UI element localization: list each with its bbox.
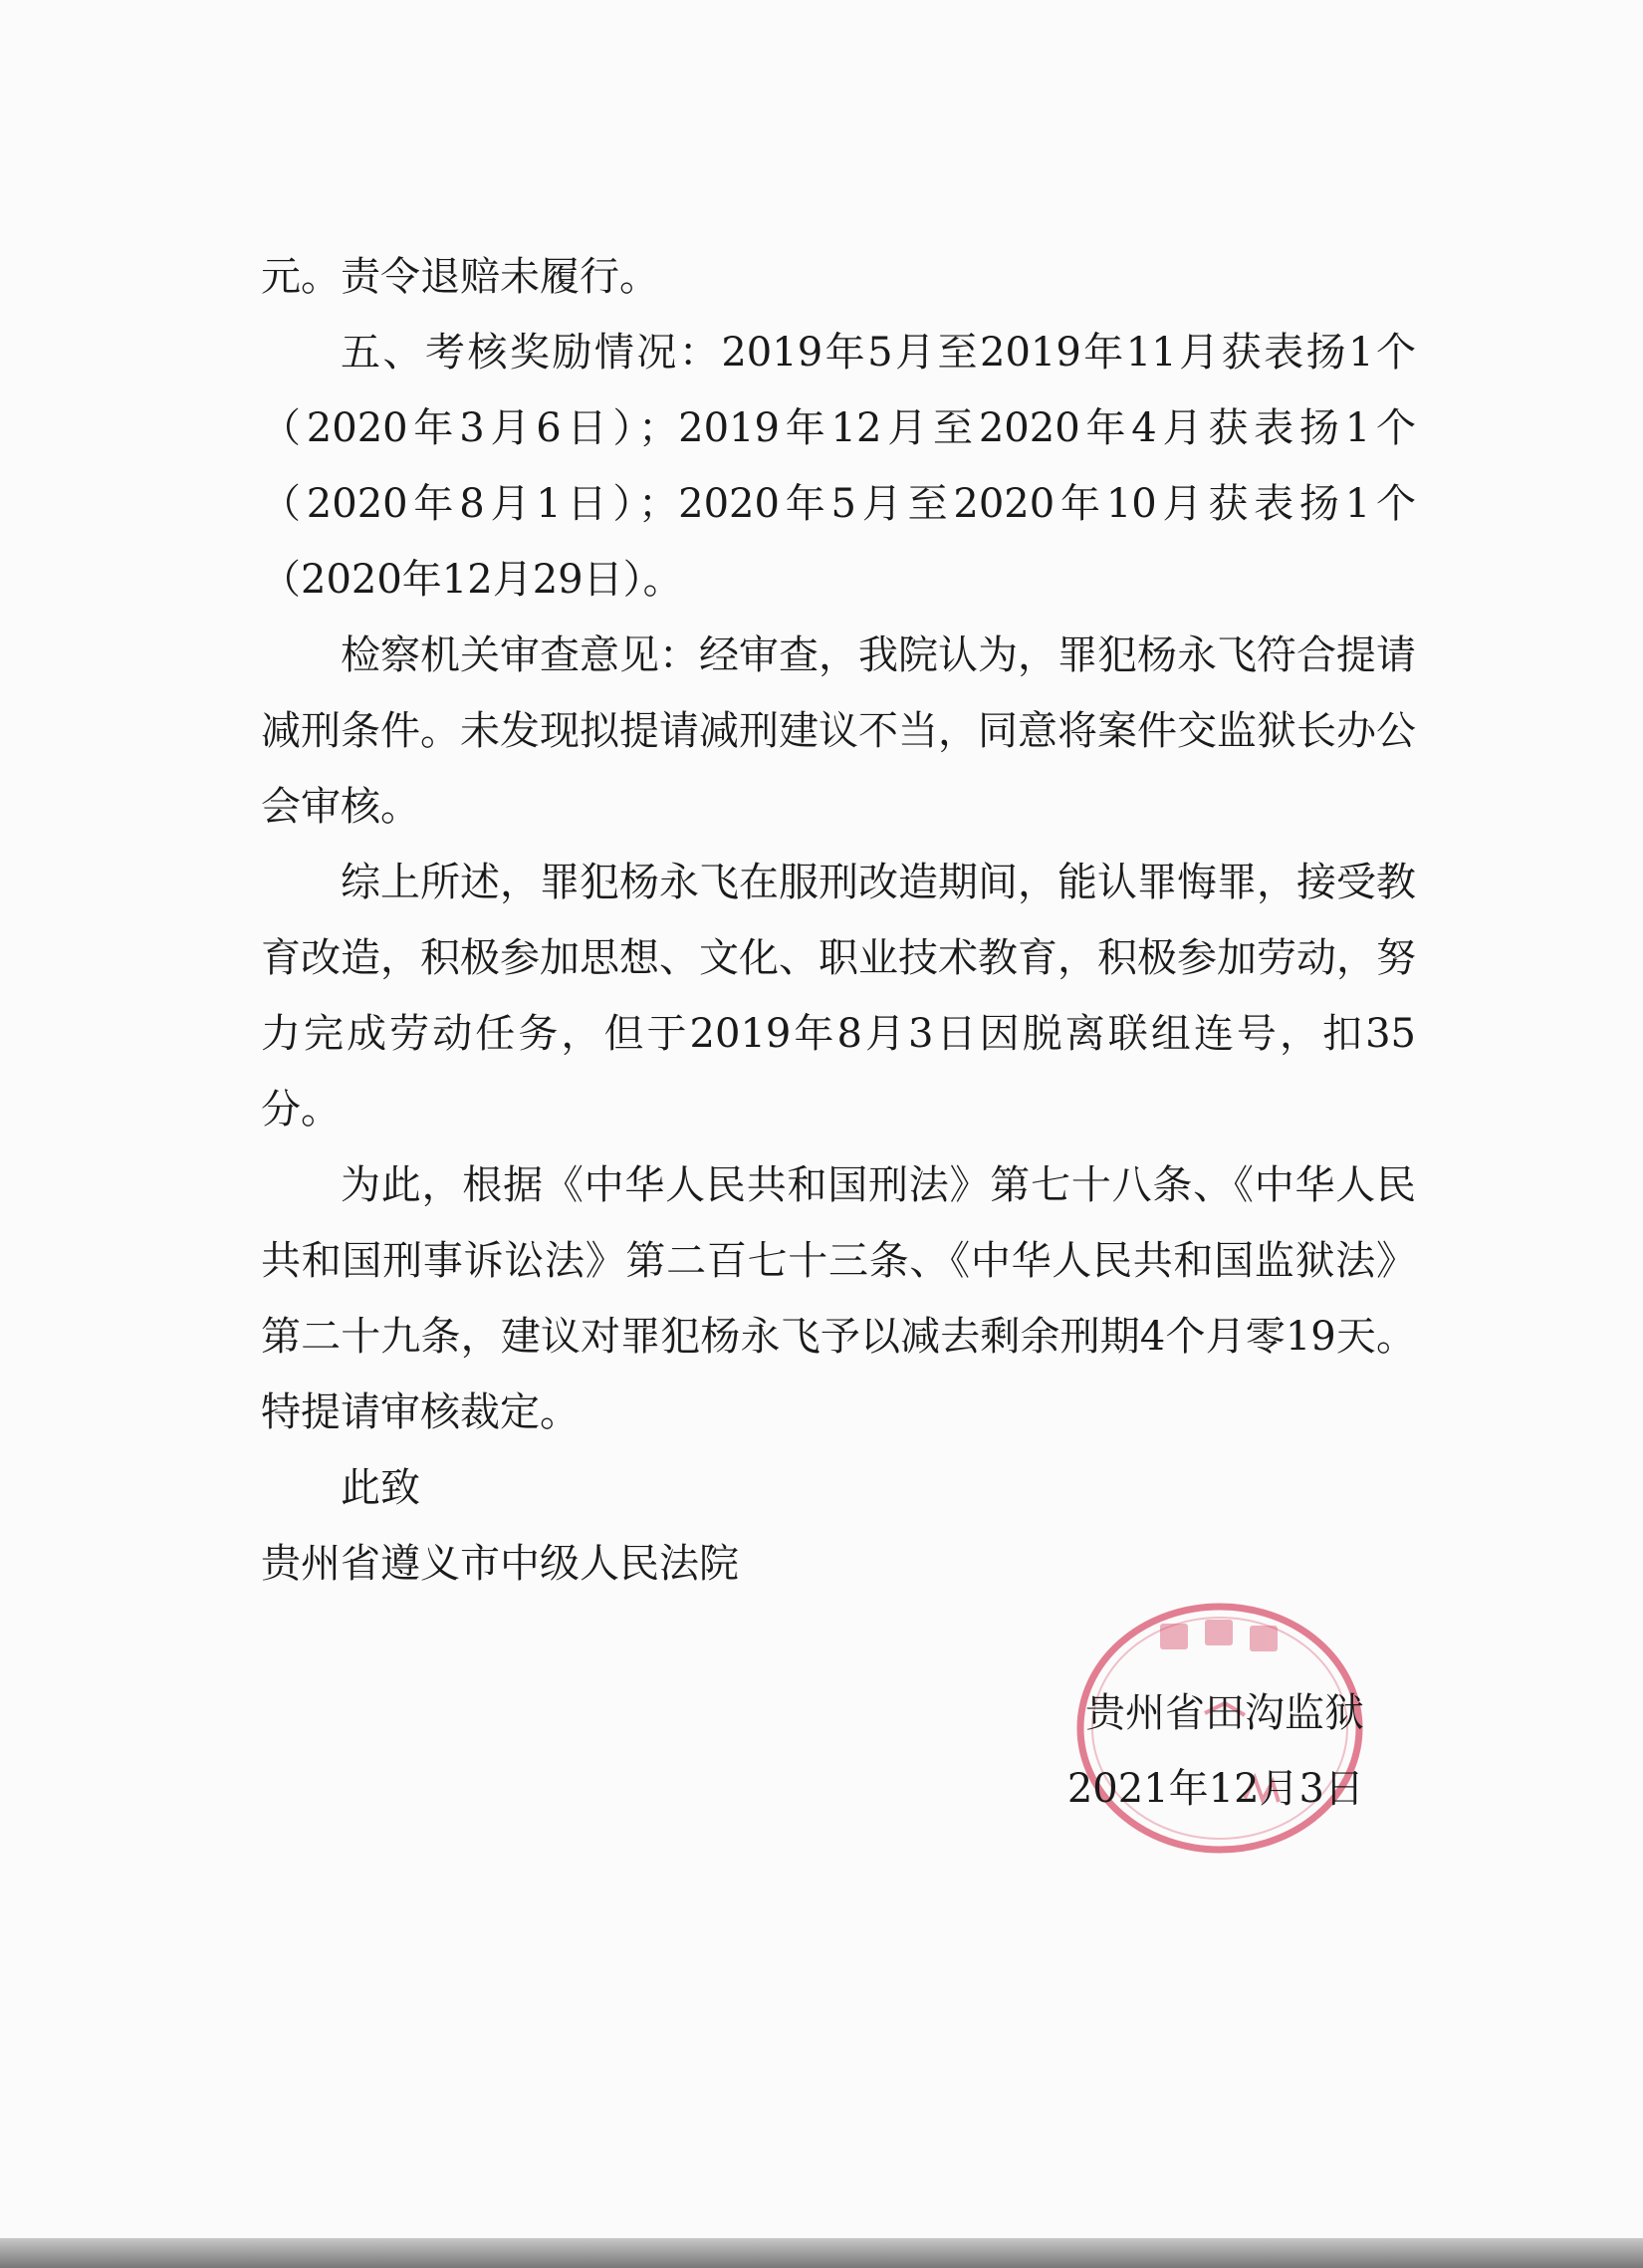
paragraph-recommendation: 为此，根据《中华人民共和国刑法》第七十八条、《中华人民共和国刑事诉讼法》第二百七十三条、《中华人民共和国监狱法》第二十九条，建议对罪犯杨永飞予以减去剩余刑期4个月零19天。特提请审核裁定。 (261, 1162, 1416, 1435)
paragraph-summary: 综上所述，罪犯杨永飞在服刑改造期间，能认罪悔罪，接受教育改造，积极参加思想、文化、职业技术教育，积极参加劳动，努力完成劳动任务，但于2019年8月3日因脱离联组连号，扣35分。 (261, 860, 1416, 1133)
page-bottom-edge (0, 2238, 1643, 2268)
paragraph-rewards: 五、考核奖励情况：2019年5月至2019年11月获表扬1个（2020年3月6日）；2019年12月至2020年4月获表扬1个（2020年8月1日）；2020年5月至2020年10月获表扬1个（2020年12月29日）。 (261, 330, 1416, 603)
paragraph-procuratorate-opinion: 检察机关审查意见：经审查，我院认为，罪犯杨永飞符合提请减刑条件。未发现拟提请减刑建议不当，同意将案件交监狱长办公会审核。 (261, 632, 1416, 830)
document-body (261, 239, 1416, 1602)
addressee: 贵州省遵义市中级人民法院 (261, 1541, 739, 1587)
issue-date: 2021年12月3日 (1066, 1766, 1364, 1812)
issuing-organization: 贵州省田沟监狱 (1085, 1690, 1364, 1736)
paragraph-continuation: 元。责令退赔未履行。 (261, 254, 659, 300)
signature-block (1067, 1675, 1364, 1827)
salutation: 此致 (341, 1465, 420, 1511)
